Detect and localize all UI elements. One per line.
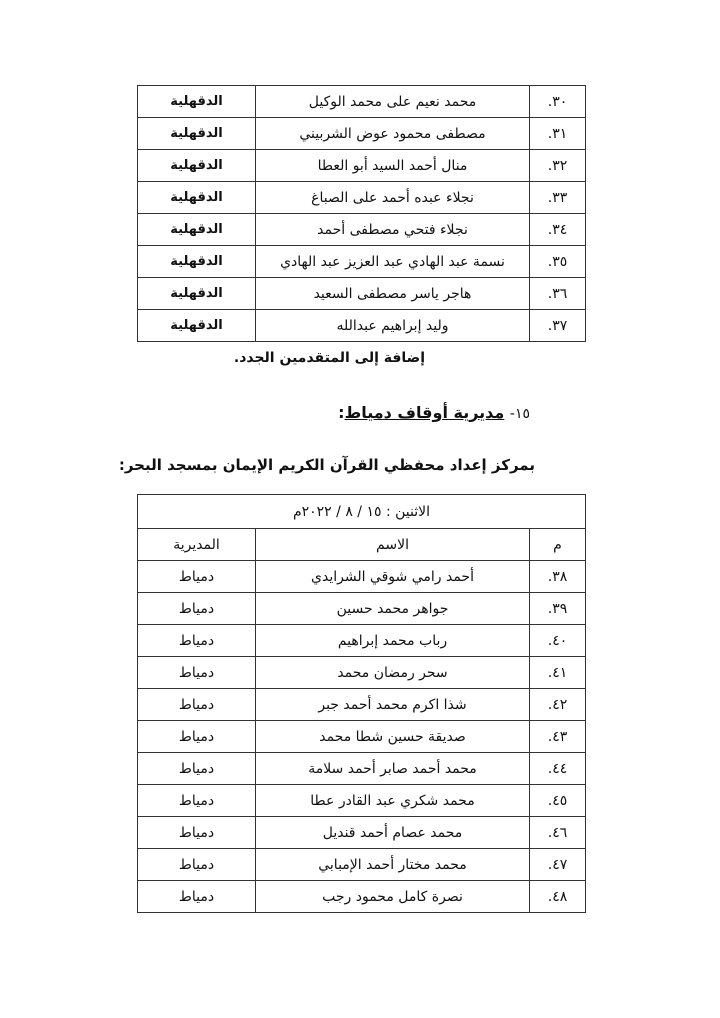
directorate: الدقهلية bbox=[138, 310, 256, 342]
table-row bbox=[138, 753, 586, 785]
row-number: ٣٠. bbox=[530, 86, 586, 118]
participant-name: محمد شكري عبد القادر عطا bbox=[256, 785, 530, 817]
center-subtitle: بمركز إعداد محفظي القرآن الكريم الإيمان بمسجد البحر: bbox=[118, 456, 535, 474]
participant-name: محمد عصام أحمد قنديل bbox=[256, 817, 530, 849]
table-row bbox=[138, 246, 586, 278]
new-applicants-note: إضافة إلى المتقدمين الجدد. bbox=[233, 350, 425, 366]
directorate: دمياط bbox=[138, 689, 256, 721]
directorate: الدقهلية bbox=[138, 118, 256, 150]
table-row bbox=[138, 881, 586, 913]
participant-name: هاجر ياسر مصطفى السعيد bbox=[256, 278, 530, 310]
directorate: دمياط bbox=[138, 817, 256, 849]
directorate: الدقهلية bbox=[138, 246, 256, 278]
row-number: ٤٧. bbox=[530, 849, 586, 881]
participant-name: محمد أحمد صابر أحمد سلامة bbox=[256, 753, 530, 785]
participant-name: أحمد رامي شوقي الشرايدي bbox=[256, 561, 530, 593]
participant-name: منال أحمد السيد أبو العطا bbox=[256, 150, 530, 182]
directorate: دمياط bbox=[138, 625, 256, 657]
table-row bbox=[138, 561, 586, 593]
directorate: الدقهلية bbox=[138, 214, 256, 246]
directorate: دمياط bbox=[138, 849, 256, 881]
header-number: م bbox=[530, 529, 586, 561]
row-number: ٣٨. bbox=[530, 561, 586, 593]
date-row bbox=[138, 495, 586, 529]
row-number: ٤٥. bbox=[530, 785, 586, 817]
row-number: ٣١. bbox=[530, 118, 586, 150]
row-number: ٣٧. bbox=[530, 310, 586, 342]
table-row bbox=[138, 278, 586, 310]
row-number: ٣٤. bbox=[530, 214, 586, 246]
participant-name: وليد إبراهيم عبدالله bbox=[256, 310, 530, 342]
table-row bbox=[138, 721, 586, 753]
row-number: ٣٢. bbox=[530, 150, 586, 182]
participants-table-damietta bbox=[137, 494, 586, 913]
table-row bbox=[138, 625, 586, 657]
section-title: مديرية أوقاف دمياط bbox=[344, 403, 505, 422]
participant-name: مصطفى محمود عوض الشربيني bbox=[256, 118, 530, 150]
table-row bbox=[138, 118, 586, 150]
row-number: ٤١. bbox=[530, 657, 586, 689]
row-number: ٤٤. bbox=[530, 753, 586, 785]
participant-name: سحر رمضان محمد bbox=[256, 657, 530, 689]
row-number: ٣٩. bbox=[530, 593, 586, 625]
participant-name: شذا اكرم محمد أحمد جبر bbox=[256, 689, 530, 721]
section-colon: : bbox=[338, 403, 345, 422]
section-heading bbox=[338, 403, 530, 422]
section-number: ١٥- bbox=[509, 406, 530, 422]
row-number: ٣٥. bbox=[530, 246, 586, 278]
table-row bbox=[138, 785, 586, 817]
participant-name: محمد نعيم على محمد الوكيل bbox=[256, 86, 530, 118]
table-row bbox=[138, 150, 586, 182]
table-row bbox=[138, 182, 586, 214]
participant-name: رباب محمد إبراهيم bbox=[256, 625, 530, 657]
directorate: دمياط bbox=[138, 657, 256, 689]
table-row bbox=[138, 849, 586, 881]
session-date: الاثنين : ١٥ / ٨ / ٢٠٢٢م bbox=[138, 495, 586, 529]
directorate: الدقهلية bbox=[138, 278, 256, 310]
directorate: دمياط bbox=[138, 785, 256, 817]
participants-table-dakahlia bbox=[137, 85, 586, 342]
participant-name: محمد مختار أحمد الإمبابي bbox=[256, 849, 530, 881]
directorate: دمياط bbox=[138, 721, 256, 753]
row-number: ٤٠. bbox=[530, 625, 586, 657]
participant-name: نجلاء فتحي مصطفى أحمد bbox=[256, 214, 530, 246]
header-name: الاسم bbox=[256, 529, 530, 561]
directorate: الدقهلية bbox=[138, 150, 256, 182]
row-number: ٤٣. bbox=[530, 721, 586, 753]
directorate: دمياط bbox=[138, 593, 256, 625]
table-row bbox=[138, 214, 586, 246]
table-row bbox=[138, 689, 586, 721]
row-number: ٣٣. bbox=[530, 182, 586, 214]
directorate: دمياط bbox=[138, 561, 256, 593]
row-number: ٤٨. bbox=[530, 881, 586, 913]
directorate: الدقهلية bbox=[138, 86, 256, 118]
directorate: دمياط bbox=[138, 753, 256, 785]
table-row bbox=[138, 86, 586, 118]
directorate: الدقهلية bbox=[138, 182, 256, 214]
participant-name: نصرة كامل محمود رجب bbox=[256, 881, 530, 913]
participant-name: نجلاء عبده أحمد على الصباغ bbox=[256, 182, 530, 214]
directorate: دمياط bbox=[138, 881, 256, 913]
header-directorate: المديرية bbox=[138, 529, 256, 561]
header-row bbox=[138, 529, 586, 561]
participant-name: نسمة عبد الهادي عبد العزيز عبد الهادي bbox=[256, 246, 530, 278]
table-row bbox=[138, 657, 586, 689]
table-row bbox=[138, 310, 586, 342]
participant-name: صديقة حسين شطا محمد bbox=[256, 721, 530, 753]
row-number: ٣٦. bbox=[530, 278, 586, 310]
table-row bbox=[138, 817, 586, 849]
participant-name: جواهر محمد حسين bbox=[256, 593, 530, 625]
row-number: ٤٦. bbox=[530, 817, 586, 849]
row-number: ٤٢. bbox=[530, 689, 586, 721]
table-row bbox=[138, 593, 586, 625]
